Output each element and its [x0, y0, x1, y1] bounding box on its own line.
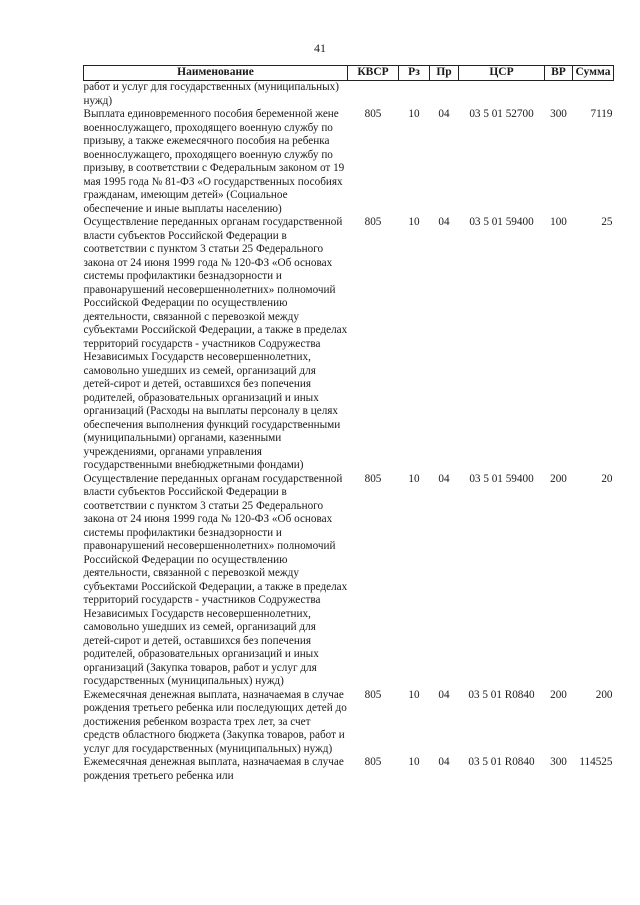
table-body — [84, 81, 614, 784]
column-header-kvsr: КВСР — [348, 66, 399, 81]
row-kvsr: 805 — [364, 688, 382, 701]
row-pr: 04 — [438, 688, 450, 701]
table-header — [84, 66, 614, 81]
row-vr: 100 — [550, 216, 567, 228]
row-sum — [573, 81, 614, 109]
row-name: Выплата единовременного пособия беременной жене военнослужащего, проходящего военную службу по призыву, а также ежемесячного пособия на ребенка военнослужащего, проходящего военную службу по призыву, в соответствии с Федеральным законом от 19 мая 1995 года № 81-ФЗ «О государственных пособиях гражданам, имеющим детей» (Социальное обеспечение и иные выплаты населению) — [83, 108, 345, 215]
column-header-sum: Сумма — [573, 66, 614, 81]
row-vr: 300 — [550, 108, 567, 120]
row-kvsr: 805 — [364, 472, 382, 485]
row-name: Ежемесячная денежная выплата, назначаемая в случае рождения третьего ребенка или — [83, 756, 344, 782]
row-rz: 10 — [408, 472, 420, 485]
row-sum: 114525 — [579, 756, 613, 768]
row-csr: 03 5 01 R0840 — [468, 688, 535, 701]
column-header-csr: ЦСР — [459, 66, 545, 81]
table-row — [84, 473, 614, 689]
row-rz: 10 — [408, 216, 420, 228]
row-name: Осуществление переданных органам государственной власти субъектов Российской Федерации в соответствии с пунктом 3 статьи 25 Федерального закона от 24 июня 1999 года № 120-ФЗ «Об основах системы профилактики безнадзорности и правонарушений несовершеннолетних» полномочий Российской Федерации по осуществлению деятельности, связанной с перевозкой между субъектами Российской Федерации, а также в пределах территорий государств - участников Содружества Независимых Государств несовершеннолетних, самовольно ушедших из семей, организаций для детей-сирот и детей, оставшихся без попечения родителей, образовательных организаций и иных организаций (Расходы на выплаты персоналу в целях обеспечения выполнения функций государственными (муниципальными) органами, казенными учреждениями, органами управления государственными внебюджетными фондами) — [83, 216, 348, 471]
row-csr: 03 5 01 59400 — [469, 472, 534, 485]
row-name: Ежемесячная денежная выплата, назначаемая в случае рождения третьего ребенка или последующих детей до достижения ребенком возраста трех лет, за счет средств областного бюджета (Закупка товаров, работ и услуг для государственных (муниципальных) нужд) — [83, 688, 347, 755]
row-kvsr: 805 — [364, 108, 382, 120]
row-vr: 300 — [550, 756, 567, 768]
row-pr: 04 — [438, 472, 450, 485]
row-name: Осуществление переданных органам государственной власти субъектов Российской Федерации в соответствии с пунктом 3 статьи 25 Федерального закона от 24 июня 1999 года № 120-ФЗ «Об основах системы профилактики безнадзорности и правонарушений несовершеннолетних» полномочий Российской Федерации по осуществлению деятельности, связанной с перевозкой между субъектами Российской Федерации, а также в пределах территорий государств - участников Содружества Независимых Государств несовершеннолетних, самовольно ушедших из семей, организаций для детей-сирот и детей, оставшихся без попечения родителей, образовательных организаций и иных организаций (Закупка товаров, работ и услуг для государственных (муниципальных) нужд) — [83, 472, 348, 687]
column-header-rz: Рз — [399, 66, 430, 81]
row-sum: 7119 — [590, 108, 613, 120]
row-rz: 10 — [408, 688, 420, 701]
row-name: работ и услуг для государственных (муниципальных) нужд) — [83, 81, 339, 107]
row-csr: 03 5 01 52700 — [469, 108, 534, 120]
row-pr: 04 — [438, 108, 450, 120]
column-header-name: Наименование — [84, 66, 348, 81]
budget-table — [83, 65, 614, 783]
row-vr: 200 — [550, 472, 567, 485]
row-rz: 10 — [408, 108, 420, 120]
row-csr: 03 5 01 59400 — [469, 216, 534, 228]
table-row — [84, 81, 614, 109]
column-header-pr: Пр — [430, 66, 459, 81]
column-header-vr: ВР — [545, 66, 573, 81]
row-pr: 04 — [438, 756, 450, 768]
table-row — [84, 108, 614, 216]
table-row — [84, 756, 614, 783]
header-row — [84, 66, 614, 81]
row-pr: 04 — [438, 216, 450, 228]
row-csr: 03 5 01 R0840 — [468, 756, 535, 768]
row-csr — [459, 81, 545, 109]
row-sum: 200 — [595, 688, 613, 701]
row-sum: 25 — [601, 216, 613, 228]
row-vr — [545, 81, 573, 109]
table-row — [84, 689, 614, 757]
row-rz: 10 — [408, 756, 420, 768]
row-vr: 200 — [550, 688, 567, 701]
row-kvsr: 805 — [364, 216, 382, 228]
row-kvsr: 805 — [364, 756, 382, 768]
row-rz — [399, 81, 430, 109]
table-row — [84, 216, 614, 473]
page-number: 41 — [314, 41, 326, 55]
row-sum: 20 — [601, 472, 613, 485]
row-pr — [430, 81, 459, 109]
row-kvsr — [348, 81, 399, 109]
